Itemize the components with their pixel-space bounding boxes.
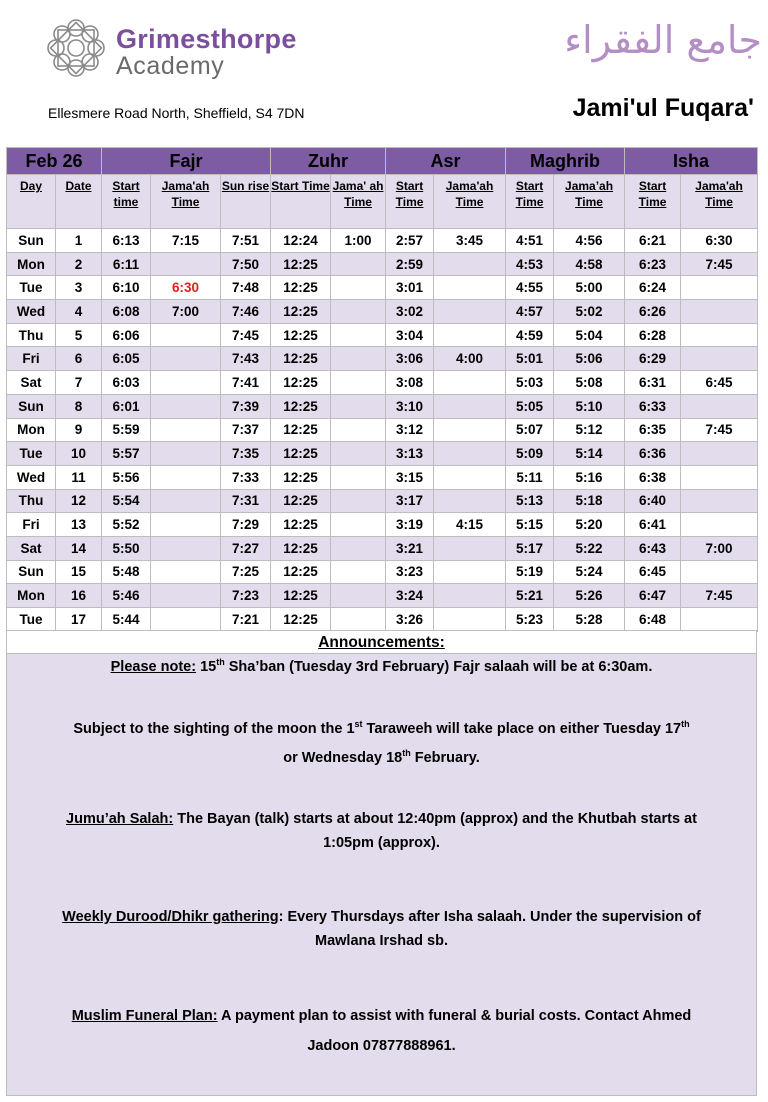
fajr-start-cell: 6:10 [102, 276, 151, 300]
isha-jamaah-cell [681, 300, 758, 324]
isha-jamaah-cell: 6:30 [681, 229, 758, 253]
isha-jamaah-cell [681, 276, 758, 300]
announcement-dhikr [13, 905, 750, 953]
fajr-start-cell: 6:13 [102, 229, 151, 253]
zuhr-start-cell: 12:25 [271, 536, 331, 560]
maghrib-jamaah-cell: 5:28 [554, 608, 625, 632]
maghrib-jamaah-cell: 5:22 [554, 536, 625, 560]
fajr-start-cell: 5:52 [102, 513, 151, 537]
zuhr-jamaah-cell [331, 300, 386, 324]
fajr-jamaah-cell [151, 442, 221, 466]
day-cell: Sat [7, 536, 56, 560]
maghrib-jamaah-cell: 5:24 [554, 560, 625, 584]
day-col-header: Day [7, 175, 56, 229]
asr-start-cell: 3:02 [386, 300, 434, 324]
announcement-text: or Wednesday 18 [283, 750, 403, 766]
announcement-text: Mawlana Irshad sb. [315, 933, 448, 949]
announcement-taraweeh [13, 715, 750, 773]
maghrib-start-cell: 5:17 [506, 536, 554, 560]
prayer-times-table [6, 147, 758, 632]
zuhr-start-cell: 12:25 [271, 394, 331, 418]
table-row [7, 584, 758, 608]
isha-start-cell: 6:40 [625, 489, 681, 513]
date-cell: 4 [56, 300, 102, 324]
announcement-label: Muslim Funeral Plan: [71, 1008, 218, 1024]
asr-header: Asr [386, 148, 506, 175]
fajr-jamaah-cell: 7:00 [151, 300, 221, 324]
fajr-start-cell: 6:05 [102, 347, 151, 371]
asr-jamaah-cell [434, 442, 506, 466]
table-row [7, 371, 758, 395]
table-row [7, 276, 758, 300]
fajr-start-cell: 5:44 [102, 608, 151, 632]
fajr-start-col-header: Start time [102, 175, 151, 229]
maghrib-start-cell: 4:55 [506, 276, 554, 300]
maghrib-start-cell: 5:13 [506, 489, 554, 513]
asr-start-cell: 3:13 [386, 442, 434, 466]
asr-jamaah-cell: 3:45 [434, 229, 506, 253]
asr-start-cell: 3:04 [386, 323, 434, 347]
fajr-jamaah-cell: 7:15 [151, 229, 221, 253]
sunrise-cell: 7:35 [221, 442, 271, 466]
fajr-start-cell: 6:01 [102, 394, 151, 418]
day-cell: Tue [7, 276, 56, 300]
maghrib-jamaah-cell: 5:14 [554, 442, 625, 466]
isha-start-cell: 6:28 [625, 323, 681, 347]
sunrise-cell: 7:33 [221, 465, 271, 489]
day-cell: Mon [7, 584, 56, 608]
day-cell: Tue [7, 608, 56, 632]
zuhr-jamaah-cell [331, 513, 386, 537]
asr-start-cell: 3:23 [386, 560, 434, 584]
zuhr-jamaah-cell [331, 276, 386, 300]
zuhr-jamaah-cell [331, 465, 386, 489]
sunrise-cell: 7:37 [221, 418, 271, 442]
isha-start-cell: 6:26 [625, 300, 681, 324]
zuhr-jamaah-cell [331, 394, 386, 418]
maghrib-start-cell: 5:11 [506, 465, 554, 489]
table-row [7, 300, 758, 324]
zuhr-header: Zuhr [271, 148, 386, 175]
maghrib-start-cell: 4:51 [506, 229, 554, 253]
fajr-start-cell: 6:08 [102, 300, 151, 324]
brand-name: Grimesthorpe [116, 24, 297, 54]
sunrise-cell: 7:41 [221, 371, 271, 395]
maghrib-jamaah-col-header: Jama’ah Time [554, 175, 625, 229]
isha-jamaah-cell: 7:00 [681, 536, 758, 560]
asr-jamaah-cell [434, 489, 506, 513]
announcement-label: Please note: [110, 659, 197, 675]
maghrib-jamaah-cell: 5:16 [554, 465, 625, 489]
asr-start-cell: 3:01 [386, 276, 434, 300]
zuhr-start-cell: 12:25 [271, 347, 331, 371]
announcement-text: Sha’ban (Tuesday 3rd February) Fajr salaah will be at 6:30am. [224, 659, 653, 675]
brand-subtitle: Academy [116, 52, 225, 80]
fajr-start-cell: 5:59 [102, 418, 151, 442]
isha-start-cell: 6:45 [625, 560, 681, 584]
date-cell: 3 [56, 276, 102, 300]
fajr-start-cell: 6:06 [102, 323, 151, 347]
maghrib-start-cell: 5:07 [506, 418, 554, 442]
zuhr-start-cell: 12:24 [271, 229, 331, 253]
maghrib-start-cell: 5:03 [506, 371, 554, 395]
day-cell: Sat [7, 371, 56, 395]
announcement-text: Taraweeh will take place on either Tuesday 17 [362, 721, 682, 737]
sunrise-cell: 7:23 [221, 584, 271, 608]
zuhr-jamaah-cell [331, 252, 386, 276]
asr-start-col-header: Start Time [386, 175, 434, 229]
zuhr-start-cell: 12:25 [271, 442, 331, 466]
asr-start-cell: 3:12 [386, 418, 434, 442]
isha-jamaah-cell: 7:45 [681, 584, 758, 608]
maghrib-start-cell: 4:53 [506, 252, 554, 276]
zuhr-jamaah-cell [331, 608, 386, 632]
zuhr-start-cell: 12:25 [271, 584, 331, 608]
table-row [7, 394, 758, 418]
maghrib-start-cell: 5:05 [506, 394, 554, 418]
fajr-header: Fajr [102, 148, 271, 175]
asr-jamaah-cell: 4:00 [434, 347, 506, 371]
fajr-jamaah-cell [151, 513, 221, 537]
group-header-row [7, 148, 758, 175]
isha-jamaah-cell [681, 442, 758, 466]
zuhr-jamaah-cell [331, 536, 386, 560]
zuhr-start-col-header: Start Time [271, 175, 331, 229]
arabic-title: جامع الفقراء [564, 18, 762, 62]
fajr-jamaah-cell [151, 608, 221, 632]
sunrise-cell: 7:27 [221, 536, 271, 560]
asr-jamaah-cell [434, 560, 506, 584]
fajr-jamaah-cell [151, 418, 221, 442]
date-col-header: Date [56, 175, 102, 229]
date-cell: 11 [56, 465, 102, 489]
table-row [7, 608, 758, 632]
day-cell: Fri [7, 513, 56, 537]
fajr-jamaah-cell [151, 252, 221, 276]
mosque-name: Jami'ul Fuqara' [572, 94, 754, 122]
announcement-sup: th [681, 719, 690, 730]
day-cell: Thu [7, 323, 56, 347]
date-cell: 1 [56, 229, 102, 253]
isha-jamaah-cell: 6:45 [681, 371, 758, 395]
isha-start-cell: 6:33 [625, 394, 681, 418]
asr-start-cell: 3:26 [386, 608, 434, 632]
isha-jamaah-cell [681, 513, 758, 537]
geometric-star-logo-icon [44, 16, 108, 80]
isha-jamaah-cell [681, 560, 758, 584]
maghrib-jamaah-cell: 4:58 [554, 252, 625, 276]
fajr-jamaah-cell [151, 584, 221, 608]
asr-start-cell: 3:10 [386, 394, 434, 418]
maghrib-jamaah-cell: 5:06 [554, 347, 625, 371]
asr-jamaah-col-header: Jama'ah Time [434, 175, 506, 229]
zuhr-start-cell: 12:25 [271, 465, 331, 489]
maghrib-start-cell: 4:57 [506, 300, 554, 324]
asr-start-cell: 3:21 [386, 536, 434, 560]
announcement-text: The Bayan (talk) starts at about 12:40pm (approx) and the Khutbah starts at [173, 811, 697, 827]
isha-jamaah-cell [681, 394, 758, 418]
zuhr-start-cell: 12:25 [271, 300, 331, 324]
timetable [6, 147, 757, 632]
announcement-funeral-plan [13, 1001, 750, 1061]
asr-jamaah-cell [434, 465, 506, 489]
asr-jamaah-cell [434, 371, 506, 395]
maghrib-jamaah-cell: 5:10 [554, 394, 625, 418]
date-cell: 12 [56, 489, 102, 513]
date-cell: 10 [56, 442, 102, 466]
fajr-start-cell: 5:50 [102, 536, 151, 560]
announcement-sup: th [402, 748, 411, 759]
fajr-jamaah-cell [151, 560, 221, 584]
date-cell: 16 [56, 584, 102, 608]
announcement-label: Weekly Durood/Dhikr gathering [62, 909, 279, 925]
date-cell: 9 [56, 418, 102, 442]
sub-header-row [7, 175, 758, 229]
asr-jamaah-cell [434, 300, 506, 324]
day-cell: Wed [7, 465, 56, 489]
zuhr-jamaah-cell [331, 323, 386, 347]
asr-start-cell: 3:06 [386, 347, 434, 371]
date-cell: 15 [56, 560, 102, 584]
sunrise-col-header: Sun rise [221, 175, 271, 229]
asr-jamaah-cell [434, 276, 506, 300]
sunrise-cell: 7:29 [221, 513, 271, 537]
isha-start-cell: 6:35 [625, 418, 681, 442]
asr-start-cell: 3:17 [386, 489, 434, 513]
fajr-start-cell: 6:03 [102, 371, 151, 395]
zuhr-start-cell: 12:25 [271, 560, 331, 584]
announcements-panel [6, 630, 757, 1096]
fajr-start-cell: 5:56 [102, 465, 151, 489]
maghrib-jamaah-cell: 5:00 [554, 276, 625, 300]
table-row [7, 323, 758, 347]
zuhr-start-cell: 12:25 [271, 252, 331, 276]
page-header [0, 0, 768, 140]
maghrib-header: Maghrib [506, 148, 625, 175]
asr-jamaah-cell [434, 418, 506, 442]
day-cell: Sun [7, 560, 56, 584]
date-cell: 2 [56, 252, 102, 276]
isha-start-cell: 6:29 [625, 347, 681, 371]
maghrib-start-cell: 5:19 [506, 560, 554, 584]
zuhr-start-cell: 12:25 [271, 489, 331, 513]
zuhr-jamaah-cell [331, 418, 386, 442]
sunrise-cell: 7:50 [221, 252, 271, 276]
day-cell: Wed [7, 300, 56, 324]
fajr-jamaah-cell [151, 465, 221, 489]
zuhr-start-cell: 12:25 [271, 513, 331, 537]
maghrib-start-cell: 5:21 [506, 584, 554, 608]
announcement-text: Subject to the sighting of the moon the 1 [73, 721, 355, 737]
table-row [7, 536, 758, 560]
fajr-start-cell: 5:57 [102, 442, 151, 466]
announcement-label: Jumu’ah Salah: [66, 811, 174, 827]
day-cell: Thu [7, 489, 56, 513]
fajr-jamaah-cell [151, 536, 221, 560]
sunrise-cell: 7:25 [221, 560, 271, 584]
maghrib-jamaah-cell: 5:12 [554, 418, 625, 442]
zuhr-start-cell: 12:25 [271, 276, 331, 300]
asr-start-cell: 3:24 [386, 584, 434, 608]
table-row [7, 229, 758, 253]
maghrib-jamaah-cell: 5:26 [554, 584, 625, 608]
isha-start-cell: 6:43 [625, 536, 681, 560]
fajr-start-cell: 6:11 [102, 252, 151, 276]
maghrib-jamaah-cell: 5:04 [554, 323, 625, 347]
fajr-jamaah-cell [151, 323, 221, 347]
date-cell: 5 [56, 323, 102, 347]
table-row [7, 252, 758, 276]
asr-jamaah-cell [434, 323, 506, 347]
announcement-text: February. [410, 750, 480, 766]
fajr-jamaah-cell: 6:30 [151, 276, 221, 300]
fajr-start-cell: 5:46 [102, 584, 151, 608]
zuhr-jamaah-cell [331, 560, 386, 584]
zuhr-jamaah-cell [331, 371, 386, 395]
maghrib-jamaah-cell: 5:02 [554, 300, 625, 324]
asr-start-cell: 3:15 [386, 465, 434, 489]
maghrib-jamaah-cell: 5:08 [554, 371, 625, 395]
asr-start-cell: 3:19 [386, 513, 434, 537]
day-cell: Sun [7, 394, 56, 418]
sunrise-cell: 7:31 [221, 489, 271, 513]
isha-start-cell: 6:36 [625, 442, 681, 466]
table-row [7, 442, 758, 466]
isha-jamaah-cell [681, 489, 758, 513]
fajr-jamaah-cell [151, 394, 221, 418]
announcement-fajr-note [13, 653, 750, 682]
isha-jamaah-cell: 7:45 [681, 252, 758, 276]
announcement-text: Jadoon 07877888961. [307, 1038, 456, 1054]
zuhr-start-cell: 12:25 [271, 371, 331, 395]
fajr-jamaah-cell [151, 489, 221, 513]
fajr-start-cell: 5:48 [102, 560, 151, 584]
isha-start-cell: 6:41 [625, 513, 681, 537]
address: Ellesmere Road North, Sheffield, S4 7DN [48, 105, 305, 121]
fajr-jamaah-cell [151, 347, 221, 371]
zuhr-start-cell: 12:25 [271, 323, 331, 347]
isha-start-cell: 6:47 [625, 584, 681, 608]
maghrib-start-cell: 4:59 [506, 323, 554, 347]
date-cell: 17 [56, 608, 102, 632]
date-cell: 6 [56, 347, 102, 371]
date-cell: 8 [56, 394, 102, 418]
date-cell: 7 [56, 371, 102, 395]
date-cell: 13 [56, 513, 102, 537]
fajr-start-cell: 5:54 [102, 489, 151, 513]
maghrib-start-cell: 5:01 [506, 347, 554, 371]
table-row [7, 513, 758, 537]
announcement-text: 1:05pm (approx). [323, 835, 440, 851]
table-row [7, 489, 758, 513]
isha-start-cell: 6:31 [625, 371, 681, 395]
maghrib-start-cell: 5:15 [506, 513, 554, 537]
maghrib-jamaah-cell: 5:20 [554, 513, 625, 537]
maghrib-start-cell: 5:09 [506, 442, 554, 466]
maghrib-start-col-header: Start Time [506, 175, 554, 229]
sunrise-cell: 7:39 [221, 394, 271, 418]
asr-jamaah-cell [434, 394, 506, 418]
fajr-jamaah-cell [151, 371, 221, 395]
sunrise-cell: 7:43 [221, 347, 271, 371]
isha-jamaah-cell: 7:45 [681, 418, 758, 442]
announcement-sup: th [216, 657, 225, 668]
zuhr-jamaah-cell: 1:00 [331, 229, 386, 253]
day-cell: Mon [7, 418, 56, 442]
fajr-jamaah-col-header: Jama'ah Time [151, 175, 221, 229]
asr-start-cell: 2:59 [386, 252, 434, 276]
zuhr-jamaah-cell [331, 489, 386, 513]
maghrib-start-cell: 5:23 [506, 608, 554, 632]
isha-start-cell: 6:23 [625, 252, 681, 276]
table-row [7, 465, 758, 489]
asr-jamaah-cell [434, 536, 506, 560]
day-cell: Mon [7, 252, 56, 276]
zuhr-start-cell: 12:25 [271, 418, 331, 442]
announcement-text: : Every Thursdays after Isha salaah. Under the supervision of [278, 909, 701, 925]
day-cell: Tue [7, 442, 56, 466]
isha-jamaah-col-header: Jama'ah Time [681, 175, 758, 229]
zuhr-jamaah-cell [331, 442, 386, 466]
zuhr-jamaah-col-header: Jama' ah Time [331, 175, 386, 229]
isha-jamaah-cell [681, 347, 758, 371]
table-row [7, 418, 758, 442]
isha-start-cell: 6:21 [625, 229, 681, 253]
maghrib-jamaah-cell: 5:18 [554, 489, 625, 513]
sunrise-cell: 7:45 [221, 323, 271, 347]
sunrise-cell: 7:48 [221, 276, 271, 300]
announcement-jumuah [13, 807, 750, 855]
isha-start-col-header: Start Time [625, 175, 681, 229]
isha-start-cell: 6:38 [625, 465, 681, 489]
asr-jamaah-cell: 4:15 [434, 513, 506, 537]
isha-jamaah-cell [681, 323, 758, 347]
table-row [7, 560, 758, 584]
asr-jamaah-cell [434, 608, 506, 632]
maghrib-jamaah-cell: 4:56 [554, 229, 625, 253]
asr-start-cell: 2:57 [386, 229, 434, 253]
isha-jamaah-cell [681, 608, 758, 632]
isha-header: Isha [625, 148, 758, 175]
asr-jamaah-cell [434, 252, 506, 276]
zuhr-start-cell: 12:25 [271, 608, 331, 632]
asr-jamaah-cell [434, 584, 506, 608]
isha-jamaah-cell [681, 465, 758, 489]
zuhr-jamaah-cell [331, 584, 386, 608]
table-row [7, 347, 758, 371]
announcements-title: Announcements: [7, 631, 756, 654]
month-header: Feb 26 [7, 148, 102, 175]
isha-start-cell: 6:48 [625, 608, 681, 632]
asr-start-cell: 3:08 [386, 371, 434, 395]
date-cell: 14 [56, 536, 102, 560]
announcement-text: A payment plan to assist with funeral & burial costs. Contact Ahmed [217, 1008, 692, 1024]
announcement-text: 15 [196, 659, 217, 675]
sunrise-cell: 7:46 [221, 300, 271, 324]
day-cell: Sun [7, 229, 56, 253]
sunrise-cell: 7:51 [221, 229, 271, 253]
day-cell: Fri [7, 347, 56, 371]
sunrise-cell: 7:21 [221, 608, 271, 632]
zuhr-jamaah-cell [331, 347, 386, 371]
announcement-sup: st [354, 719, 363, 730]
isha-start-cell: 6:24 [625, 276, 681, 300]
